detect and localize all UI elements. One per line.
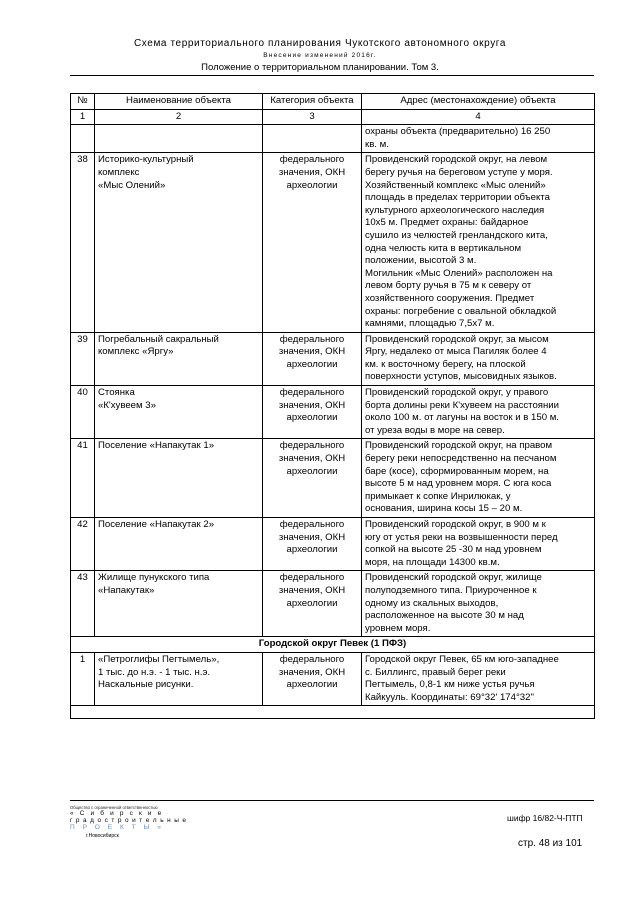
footer-divider (70, 800, 594, 801)
table-row (71, 518, 595, 571)
object-name: Поселение «Напакутак 2» (95, 518, 263, 571)
company-name-line2: г р а д о с т р о и т е л ь н ы е (70, 817, 187, 824)
col-number: 4 (362, 109, 595, 125)
row-number: 39 (71, 332, 95, 385)
section-row (71, 637, 595, 653)
object-address: Городской округ Певек, 65 км юго-западнее с. Биллингс, правый берег реки Пегтымель, 0,8-1 км ниже устья ручья Кайкууль. Координаты: 69°32' 174°32'' (362, 652, 595, 705)
table-row (71, 332, 595, 385)
table-row (71, 153, 595, 332)
table-row (71, 652, 595, 705)
row-number: 38 (71, 153, 95, 332)
object-address: Провиденский городской округ, на левом берегу ручья на береговом уступе у моря. Хозяйственный комплекс «Мыс олений» площадь в пределах территории объекта культурного археологического наследия 10х5 м. Предмет охраны: байдарное сушило из челюстей гренландского кита, одна челюсть кита в вертикальном положении, высотой 3 м. Могильник «Мыс Олений» расположен на левом борту ручья в 75 м к северу от хозяйственного сооружения. Предмет охраны: погребение с овальной обкладкой камнями, площадью 7,5х7 м. (362, 153, 595, 332)
object-category: федерального значения, ОКН археологии (263, 386, 362, 439)
object-name: Погребальный сакральный комплекс «Яргу» (95, 332, 263, 385)
row-number: 41 (71, 439, 95, 518)
col-number: 2 (95, 109, 263, 125)
company-city: г.Новосибирск (86, 833, 119, 839)
object-category (263, 125, 362, 153)
company-name-line1: « С и б и р с к и е (70, 810, 164, 817)
col-number: 3 (263, 109, 362, 125)
object-name: «Петроглифы Пегтымель», 1 тыс. до н.э. - 1 тыс. н.э. Наскальные рисунки. (95, 652, 263, 705)
col-header-name: Наименование объекта (95, 94, 263, 110)
company-logo (70, 805, 200, 840)
section-title: Городской округ Певек (1 ПФЗ) (71, 637, 595, 653)
object-name: Поселение «Напакутак 1» (95, 439, 263, 518)
object-name: Стоянка «К'хувеем 3» (95, 386, 263, 439)
col-header-num: № (71, 94, 95, 110)
document-code: шифр 16/82-Ч-ПТП (507, 813, 583, 823)
object-category: федерального значения, ОКН археологии (263, 571, 362, 637)
object-category: федерального значения, ОКН археологии (263, 332, 362, 385)
object-address: Провиденский городской округ, жилище полуподземного типа. Приуроченное к одному из скальных выходов, расположенное на высоте 30 м над уровнем моря. (362, 571, 595, 637)
row-number: 43 (71, 571, 95, 637)
company-name-line3: П Р О Е К Т Ы » (70, 824, 164, 831)
object-category: федерального значения, ОКН археологии (263, 652, 362, 705)
object-name: Жилище пунукского типа «Напакутак» (95, 571, 263, 637)
objects-table (70, 93, 595, 719)
object-address: Провиденский городской округ, на правом берегу реки непосредственно на песчаном баре (косе), сформированным морем, на высоте 5 м над уровнем моря. С юга коса примыкает к сопке Инрилюкак, у основания, ширина косы 15 – 20 м. (362, 439, 595, 518)
object-address: Провиденский городской округ, у правого борта долины реки К'хувеем на расстоянии около 100 м. от лагуны на восток и в 150 м. от уреза воды в море на север. (362, 386, 595, 439)
row-number: 42 (71, 518, 95, 571)
document-volume: Положение о территориальном планировании. Том 3. (201, 62, 439, 73)
document-title: Схема территориального планирования Чукотского автономного округа (133, 38, 506, 49)
object-address: охраны объекта (предварительно) 16 250 кв. м. (362, 125, 595, 153)
table-row (71, 386, 595, 439)
object-name (95, 125, 263, 153)
table-header-row (71, 94, 595, 110)
table-row (71, 439, 595, 518)
page-number: стр. 48 из 101 (518, 838, 583, 849)
document-subtitle: Внесение изменений 2016г. (263, 52, 377, 59)
row-number (71, 125, 95, 153)
empty-cell (71, 706, 595, 719)
table-row-continued (71, 125, 595, 153)
object-name: Историко-культурный комплекс «Мыс Олений» (95, 153, 263, 332)
company-legal-form: Общество с ограниченной ответственностью (70, 805, 158, 810)
object-address: Провиденский городской округ, в 900 м к югу от устья реки на возвышенности перед сопкой на высоте 25 -30 м над уровнем моря, на площади 14300 кв.м. (362, 518, 595, 571)
table-row (71, 571, 595, 637)
col-number: 1 (71, 109, 95, 125)
object-category: федерального значения, ОКН археологии (263, 153, 362, 332)
column-number-row (71, 109, 595, 125)
row-number: 1 (71, 652, 95, 705)
object-category: федерального значения, ОКН археологии (263, 518, 362, 571)
col-header-category: Категория объекта (263, 94, 362, 110)
empty-row (71, 706, 595, 719)
object-address: Провиденский городской округ, за мысом Яргу, недалеко от мыса Пагиляк более 4 км. к восточному берегу, на плоской поверхности уступов, мысовидных языков. (362, 332, 595, 385)
col-header-address: Адрес (местонахождение) объекта (362, 94, 595, 110)
row-number: 40 (71, 386, 95, 439)
object-category: федерального значения, ОКН археологии (263, 439, 362, 518)
header-divider (70, 75, 594, 76)
